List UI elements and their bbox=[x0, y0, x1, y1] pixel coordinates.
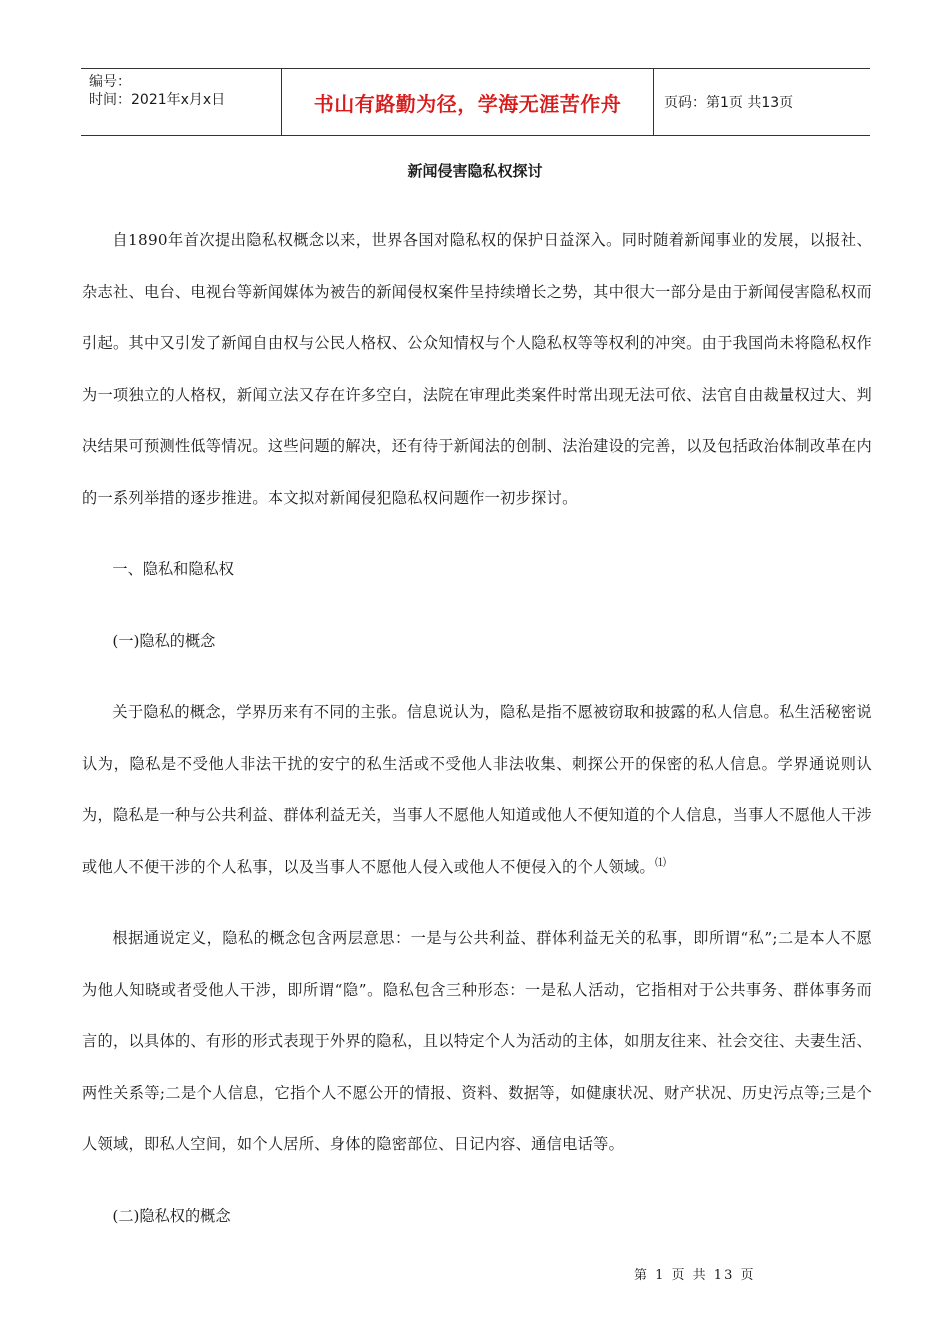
subsection-heading-2: (二)隐私权的概念 bbox=[112, 1206, 231, 1225]
document-body bbox=[82, 215, 872, 1242]
concept-paragraph bbox=[82, 687, 872, 893]
definition-paragraph: 根据通说定义，隐私的概念包含两层意思：一是与公共利益、群体利益无关的私事，即所谓“私”;二是本人不愿为他人知晓或者受他人干涉，即所谓“隐”。隐私包含三种形态：一是私人活动，它指相对于公共事务、群体事务而言的，以具体的、有形的形式表现于外界的隐私，且以特定个人为活动的主体，如朋友往来、社会交往、夫妻生活、两性关系等;二是个人信息，它指个人不愿公开的情报、资料、数据等，如健康状况、财产状况、历史污点等;三是个人领域，即私人空间，如个人居所、身体的隐密部位、日记内容、通信电话等。 bbox=[82, 929, 872, 1153]
header-motto: 书山有路勤为径，学海无涯苦作舟 bbox=[282, 69, 654, 135]
header-page-info: 页码：第1页 共13页 bbox=[664, 95, 794, 111]
section-heading-1: 一、隐私和隐私权 bbox=[112, 560, 234, 578]
footnote-ref[interactable]: ⑴ bbox=[655, 855, 667, 869]
intro-paragraph: 自1890年首次提出隐私权概念以来，世界各国对隐私权的保护日益深入。同时随着新闻事业的发展，以报社、杂志社、电台、电视台等新闻媒体为被告的新闻侵权案件呈持续增长之势，其中很大一部分是由于新闻侵害隐私权而引起。其中又引发了新闻自由权与公民人格权、公众知情权与个人隐私权等等权利的冲突。由于我国尚未将隐私权作为一项独立的人格权，新闻立法又存在许多空白，法院在审理此类案件时常出现无法可依、法官自由裁量权过大、判决结果可预测性低等情况。这些问题的解决，还有待于新闻法的创制、法治建设的完善，以及包括政治体制改革在内的一系列举措的逐步推进。本文拟对新闻侵犯隐私权问题作一初步探讨。 bbox=[82, 231, 872, 507]
page-footer: 第 1 页 共 13 页 bbox=[634, 1268, 756, 1283]
concept-paragraph-text: 关于隐私的概念，学界历来有不同的主张。信息说认为，隐私是指不愿被窃取和披露的私人信息。私生活秘密说认为，隐私是不受他人非法干扰的安宁的私生活或不受他人非法收集、刺探公开的保密的私人信息。学界通说则认为，隐私是一种与公共利益、群体利益无关，当事人不愿他人知道或他人不便知道的个人信息，当事人不愿他人干涉或他人不便干涉的个人私事，以及当事人不愿他人侵入或他人不便侵入的个人领域。 bbox=[82, 703, 872, 876]
header-table bbox=[81, 68, 870, 136]
subsection-heading-1: (一)隐私的概念 bbox=[112, 631, 216, 650]
header-meta bbox=[81, 69, 282, 135]
time-label: 时间：2021年x月x日 bbox=[89, 92, 226, 108]
document-title: 新闻侵害隐私权探讨 bbox=[407, 162, 543, 180]
serial-label: 编号： bbox=[89, 74, 131, 90]
